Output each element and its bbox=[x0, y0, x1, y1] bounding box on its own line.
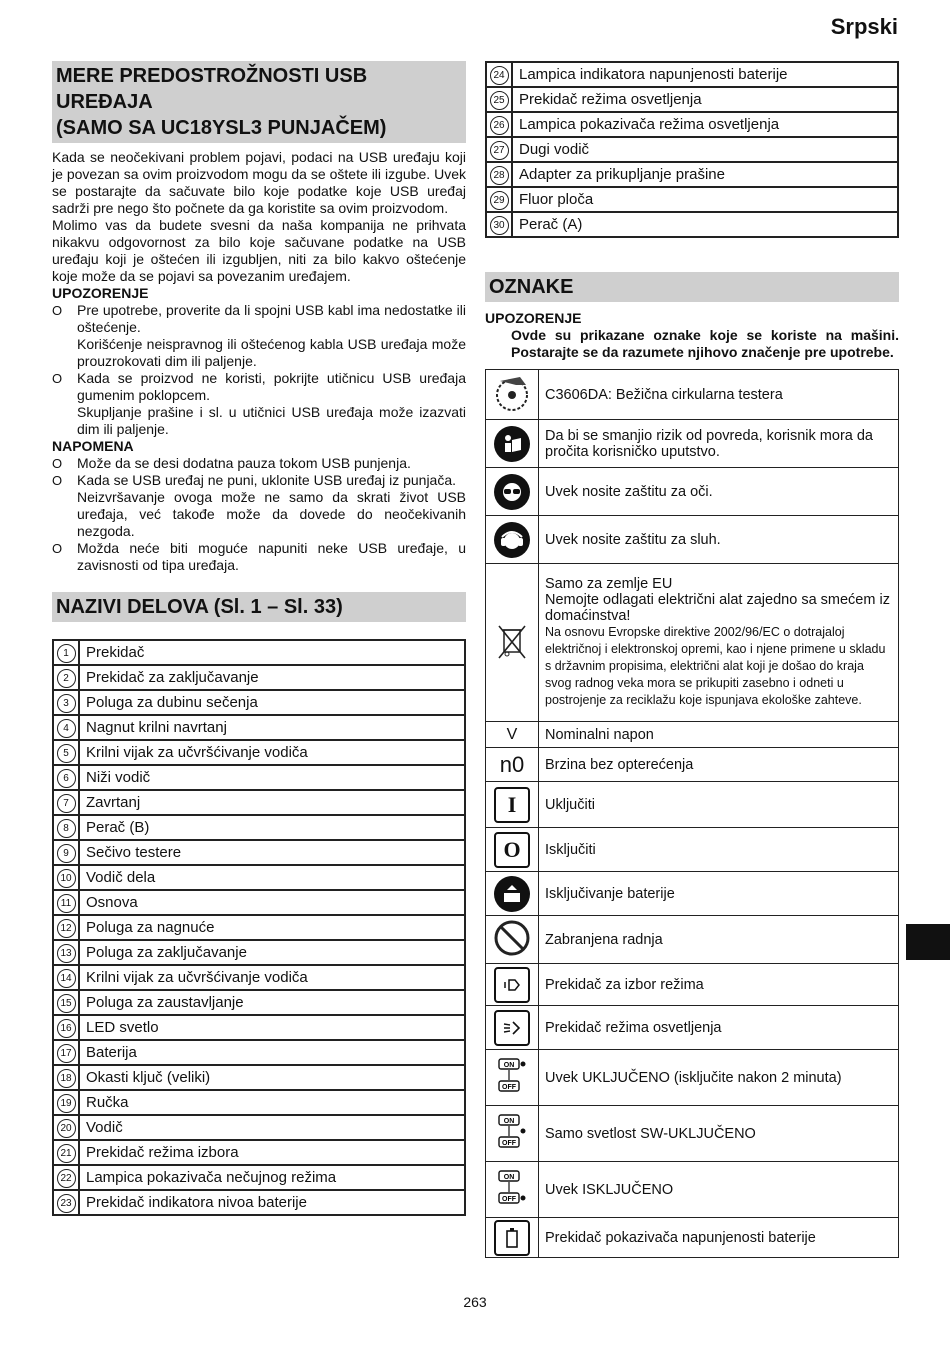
usb-title-line: MERE PREDOSTROŽNOSTI USB bbox=[56, 65, 368, 87]
part-number: 14 bbox=[57, 969, 76, 988]
part-name: Lampica indikatora napunjenosti baterije bbox=[512, 62, 898, 87]
symbol-row bbox=[486, 1218, 899, 1258]
part-name: Poluga za zaključavanje bbox=[79, 940, 465, 965]
circular-saw-icon bbox=[486, 370, 539, 420]
parts-row bbox=[53, 1140, 465, 1165]
symbol-row bbox=[486, 1162, 899, 1218]
mode-switch-icon bbox=[486, 964, 539, 1006]
part-number: 29 bbox=[490, 191, 509, 210]
symbol-description: Uvek nosite zaštitu za oči. bbox=[539, 468, 899, 516]
parts-row bbox=[53, 690, 465, 715]
part-name: Perač (B) bbox=[79, 815, 465, 840]
part-name: Zavrtanj bbox=[79, 790, 465, 815]
no-load-speed-symbol bbox=[486, 748, 539, 782]
part-number: 15 bbox=[57, 994, 76, 1013]
warning-text: Pre upotrebe, proverite da li spojni USB kabl ima nedostatke ili oštećenje. bbox=[77, 302, 466, 335]
symbol-glyph: O bbox=[494, 832, 530, 868]
part-number-cell bbox=[53, 640, 79, 665]
part-name: Vodič dela bbox=[79, 865, 465, 890]
part-number-cell bbox=[53, 990, 79, 1015]
parts-row bbox=[53, 665, 465, 690]
symbol-description: Uvek nosite zaštitu za sluh. bbox=[539, 516, 899, 564]
symbol-row bbox=[486, 1006, 899, 1050]
symbol-description: Uvek UKLJUČENO (isključite nakon 2 minuta) bbox=[539, 1050, 899, 1106]
part-number: 28 bbox=[490, 166, 509, 185]
part-number: 11 bbox=[57, 894, 76, 913]
symbol-row bbox=[486, 782, 899, 828]
part-number: 12 bbox=[57, 919, 76, 938]
part-name: Lampica pokazivača režima osvetljenja bbox=[512, 112, 898, 137]
switch-on-icon bbox=[486, 782, 539, 828]
part-number: 22 bbox=[57, 1169, 76, 1188]
weee-bin-icon bbox=[486, 564, 539, 722]
svg-text:ON: ON bbox=[503, 1061, 515, 1069]
left-column bbox=[52, 61, 466, 1216]
part-number-cell bbox=[53, 940, 79, 965]
note-item bbox=[52, 455, 466, 472]
part-number: 26 bbox=[490, 116, 509, 135]
section-edge-tab bbox=[906, 924, 950, 960]
part-name: Prekidač režima osvetljenja bbox=[512, 87, 898, 112]
symbol-row bbox=[486, 916, 899, 964]
part-number-cell bbox=[53, 1140, 79, 1165]
part-number: 21 bbox=[57, 1144, 76, 1163]
parts-row bbox=[486, 87, 898, 112]
usb-paragraph: Molimo vas da budete svesni da naša kompanija ne prihvata nikakvu odgovornost za bilo koje sačuvane podatke na USB uređaju koji je oštećen ili izgubljen, niti za bilo kakvo oštećenje koje može da se pojavi sa povezanim uređajem. bbox=[52, 217, 466, 284]
part-name: Perač (A) bbox=[512, 212, 898, 237]
symbol-text-line: Nemojte odlagati električni alat zajedno sa smećem iz domaćinstva! bbox=[545, 592, 890, 624]
symbol-description: Nominalni napon bbox=[539, 722, 899, 748]
part-name: Prekidač za zaključavanje bbox=[79, 665, 465, 690]
part-number-cell bbox=[486, 212, 512, 237]
symbol-description: Prekidač režima osvetljenja bbox=[539, 1006, 899, 1050]
part-number: 18 bbox=[57, 1069, 76, 1088]
symbol-description: Prekidač pokazivača napunjenosti baterije bbox=[539, 1218, 899, 1258]
part-number-cell bbox=[53, 1165, 79, 1190]
warning-text: Kada se proizvod ne koristi, pokrijte utičnicu USB uređaja gumenim poklopcem. bbox=[77, 370, 466, 403]
parts-row bbox=[486, 162, 898, 187]
part-name: Poluga za dubinu sečenja bbox=[79, 690, 465, 715]
part-name: Vodič bbox=[79, 1115, 465, 1140]
parts-row bbox=[53, 915, 465, 940]
symbol-row bbox=[486, 564, 899, 722]
part-name: Dugi vodič bbox=[512, 137, 898, 162]
symbol-row bbox=[486, 420, 899, 468]
part-number: 5 bbox=[57, 744, 76, 763]
parts-row bbox=[486, 112, 898, 137]
bullet-circle: O bbox=[52, 541, 63, 556]
symbol-description bbox=[539, 564, 899, 722]
parts-row bbox=[486, 62, 898, 87]
warning-label: UPOZORENJE bbox=[52, 285, 149, 301]
part-name: Sečivo testere bbox=[79, 840, 465, 865]
part-number-cell bbox=[53, 965, 79, 990]
symbol-description: Uvek ISKLJUČENO bbox=[539, 1162, 899, 1218]
always-off-icon bbox=[486, 1162, 539, 1218]
parts-row bbox=[53, 1040, 465, 1065]
part-number: 19 bbox=[57, 1094, 76, 1113]
part-name: Okasti ključ (veliki) bbox=[79, 1065, 465, 1090]
part-number-cell bbox=[53, 815, 79, 840]
symbol-description: C3606DA: Bežična cirkularna testera bbox=[539, 370, 899, 420]
symbol-row bbox=[486, 964, 899, 1006]
symbols-section-title: OZNAKE bbox=[485, 272, 899, 302]
part-number-cell bbox=[53, 790, 79, 815]
parts-row bbox=[53, 940, 465, 965]
parts-table bbox=[52, 639, 466, 1216]
warning-subtext: Skupljanje prašine i sl. u utičnici USB uređaja može izazvati dim ili paljenje. bbox=[77, 404, 466, 437]
symbols-intro: Ovde su prikazane oznake koje se koriste na mašini. Postarajte se da razumete njihovo značenje pre upotrebe. bbox=[511, 327, 899, 360]
part-number-cell bbox=[486, 112, 512, 137]
part-number-cell bbox=[486, 62, 512, 87]
part-number-cell bbox=[53, 1090, 79, 1115]
part-number-cell bbox=[53, 890, 79, 915]
part-name: Krilni vijak za učvršćivanje vodiča bbox=[79, 965, 465, 990]
symbol-glyph: n0 bbox=[499, 751, 525, 777]
parts-row bbox=[53, 715, 465, 740]
light-only-sw-on-icon bbox=[486, 1106, 539, 1162]
note-text: Kada se USB uređaj ne puni, uklonite USB uređaj iz punjača. bbox=[77, 472, 457, 488]
part-number: 2 bbox=[57, 669, 76, 688]
symbol-description: Isključiti bbox=[539, 828, 899, 872]
part-number-cell bbox=[486, 162, 512, 187]
always-on-icon bbox=[486, 1050, 539, 1106]
part-number: 4 bbox=[57, 719, 76, 738]
symbol-description: Da bi se smanjio rizik od povreda, korisnik mora da pročita korisničko uputstvo. bbox=[539, 420, 899, 468]
part-number: 9 bbox=[57, 844, 76, 863]
parts-row bbox=[53, 890, 465, 915]
warning-item bbox=[52, 302, 466, 370]
svg-text:OFF: OFF bbox=[502, 1139, 516, 1147]
parts-row bbox=[53, 990, 465, 1015]
parts-row bbox=[53, 765, 465, 790]
bullet-circle: O bbox=[52, 473, 63, 488]
symbol-row bbox=[486, 872, 899, 916]
part-name: Poluga za zaustavljanje bbox=[79, 990, 465, 1015]
parts-row bbox=[53, 1015, 465, 1040]
part-number-cell bbox=[53, 1065, 79, 1090]
svg-text:OFF: OFF bbox=[502, 1195, 516, 1203]
part-number-cell bbox=[53, 840, 79, 865]
part-name: Prekidač režima izbora bbox=[79, 1140, 465, 1165]
switch-off-icon bbox=[486, 828, 539, 872]
symbols-table bbox=[485, 369, 899, 1258]
usb-section-body bbox=[52, 149, 466, 574]
svg-text:ON: ON bbox=[503, 1173, 515, 1181]
symbol-row bbox=[486, 370, 899, 420]
voltage-symbol bbox=[486, 722, 539, 748]
part-name: Poluga za nagnuće bbox=[79, 915, 465, 940]
symbol-description: Brzina bez opterećenja bbox=[539, 748, 899, 782]
eye-protection-icon bbox=[486, 468, 539, 516]
bullet-circle: O bbox=[52, 456, 63, 471]
parts-row bbox=[53, 1090, 465, 1115]
part-number: 25 bbox=[490, 91, 509, 110]
warning-subtext: Korišćenje neispravnog ili oštećenog kabla USB uređaja može prouzrokovati dim ili paljenje. bbox=[77, 336, 466, 369]
part-number-cell bbox=[53, 1190, 79, 1215]
part-name: Niži vodič bbox=[79, 765, 465, 790]
part-number: 10 bbox=[57, 869, 76, 888]
parts-row bbox=[53, 865, 465, 890]
usb-title-line: UREĐAJA bbox=[56, 91, 153, 113]
parts-row bbox=[53, 640, 465, 665]
part-name: Prekidač indikatora nivoa baterije bbox=[79, 1190, 465, 1215]
ear-protection-icon bbox=[486, 516, 539, 564]
parts-row bbox=[53, 840, 465, 865]
part-name: Fluor ploča bbox=[512, 187, 898, 212]
part-number: 27 bbox=[490, 141, 509, 160]
symbol-description: Zabranjena radnja bbox=[539, 916, 899, 964]
part-number: 7 bbox=[57, 794, 76, 813]
usb-paragraph: Kada se neočekivani problem pojavi, podaci na USB uređaju koji je povezan sa ovim proizvodom mogu da se oštete ili izgube. Uvek se postarajte da sačuvate bilo koje podatke koje USB uređaj sadrži pre nego što počnete da ga koristite sa ovim proizvodom. bbox=[52, 149, 466, 216]
part-name: Prekidač bbox=[79, 640, 465, 665]
warning-item bbox=[52, 370, 466, 438]
right-column bbox=[485, 61, 899, 1258]
parts-row bbox=[53, 965, 465, 990]
light-mode-switch-icon bbox=[486, 1006, 539, 1050]
usb-section-title bbox=[52, 61, 466, 143]
part-number: 1 bbox=[57, 644, 76, 663]
part-number: 23 bbox=[57, 1194, 76, 1213]
symbol-text: Samo za zemlje EU bbox=[545, 576, 673, 592]
part-number-cell bbox=[53, 740, 79, 765]
note-text: Možda neće biti moguće napuniti neke USB uređaje, u zavisnosti od tipa uređaja. bbox=[77, 540, 466, 573]
symbol-description: Samo svetlost SW-UKLJUČENO bbox=[539, 1106, 899, 1162]
part-number: 16 bbox=[57, 1019, 76, 1038]
symbol-row bbox=[486, 828, 899, 872]
parts-row bbox=[486, 212, 898, 237]
part-number-cell bbox=[53, 915, 79, 940]
part-name: LED svetlo bbox=[79, 1015, 465, 1040]
svg-text:OFF: OFF bbox=[502, 1083, 516, 1091]
usb-title-line: (SAMO SA UC18YSL3 PUNJAČEM) bbox=[56, 117, 387, 139]
parts-row bbox=[53, 815, 465, 840]
part-name: Nagnut krilni navrtanj bbox=[79, 715, 465, 740]
part-number: 6 bbox=[57, 769, 76, 788]
prohibited-icon bbox=[486, 916, 539, 964]
symbol-row bbox=[486, 1050, 899, 1106]
part-number: 24 bbox=[490, 66, 509, 85]
note-label: NAPOMENA bbox=[52, 438, 134, 454]
part-number: 20 bbox=[57, 1119, 76, 1138]
symbol-description: Uključiti bbox=[539, 782, 899, 828]
symbols-warning-label: UPOZORENJE bbox=[485, 310, 582, 326]
parts-row bbox=[53, 1190, 465, 1215]
part-name: Adapter za prikupljanje prašine bbox=[512, 162, 898, 187]
parts-row bbox=[53, 1065, 465, 1090]
part-number: 3 bbox=[57, 694, 76, 713]
svg-text:ON: ON bbox=[503, 1117, 515, 1125]
part-name: Osnova bbox=[79, 890, 465, 915]
note-subtext: Neizvršavanje ovoga može ne samo da skrati život USB uređaja, već takođe može da dovede do neočekivanih nezgoda. bbox=[77, 489, 466, 539]
parts-row bbox=[486, 137, 898, 162]
part-number-cell bbox=[486, 187, 512, 212]
part-name: Baterija bbox=[79, 1040, 465, 1065]
parts-section-title: NAZIVI DELOVA (Sl. 1 – Sl. 33) bbox=[52, 592, 466, 622]
part-name: Krilni vijak za učvršćivanje vodiča bbox=[79, 740, 465, 765]
symbol-description: Prekidač za izbor režima bbox=[539, 964, 899, 1006]
note-text: Može da se desi dodatna pauza tokom USB punjenja. bbox=[77, 455, 411, 471]
read-manual-icon bbox=[486, 420, 539, 468]
parts-row bbox=[486, 187, 898, 212]
part-number-cell bbox=[53, 1115, 79, 1140]
symbol-glyph: V bbox=[506, 725, 518, 743]
parts-row bbox=[53, 1165, 465, 1190]
language-label: Srpski bbox=[830, 14, 898, 39]
symbol-row bbox=[486, 1106, 899, 1162]
battery-indicator-switch-icon bbox=[486, 1218, 539, 1258]
symbol-row bbox=[486, 468, 899, 516]
parts-row bbox=[53, 740, 465, 765]
part-number-cell bbox=[53, 1015, 79, 1040]
symbol-row bbox=[486, 722, 899, 748]
parts-table-continued bbox=[485, 61, 899, 238]
symbol-glyph: I bbox=[494, 787, 530, 823]
symbol-row bbox=[486, 748, 899, 782]
part-name: Lampica pokazivača nečujnog režima bbox=[79, 1165, 465, 1190]
page-number: 263 bbox=[463, 1294, 487, 1310]
part-name: Ručka bbox=[79, 1090, 465, 1115]
part-number: 17 bbox=[57, 1044, 76, 1063]
symbol-small-text: Na osnovu Evropske direktive 2002/96/EC o dotrajaloj električnoj i elektronskoj opremi, kao i njene primene u skladu s državnim propisima, električni alat koji je došao do kraja svog radnog veka mora se prikupiti zasebno i odneti u postrojenje za reciklažu koje ispunjava ekološke zahteve. bbox=[545, 625, 886, 707]
part-number-cell bbox=[53, 690, 79, 715]
part-number-cell bbox=[53, 1040, 79, 1065]
bullet-circle: O bbox=[52, 371, 63, 386]
battery-disconnect-icon bbox=[486, 872, 539, 916]
parts-row bbox=[53, 790, 465, 815]
part-number-cell bbox=[486, 87, 512, 112]
part-number-cell bbox=[53, 865, 79, 890]
note-item bbox=[52, 540, 466, 574]
part-number-cell bbox=[53, 665, 79, 690]
part-number: 13 bbox=[57, 944, 76, 963]
part-number-cell bbox=[53, 715, 79, 740]
note-item bbox=[52, 472, 466, 540]
part-number: 30 bbox=[490, 216, 509, 235]
symbol-description: Isključivanje baterije bbox=[539, 872, 899, 916]
part-number-cell bbox=[53, 765, 79, 790]
part-number-cell bbox=[486, 137, 512, 162]
bullet-circle: O bbox=[52, 303, 63, 318]
symbol-row bbox=[486, 516, 899, 564]
parts-row bbox=[53, 1115, 465, 1140]
part-number: 8 bbox=[57, 819, 76, 838]
